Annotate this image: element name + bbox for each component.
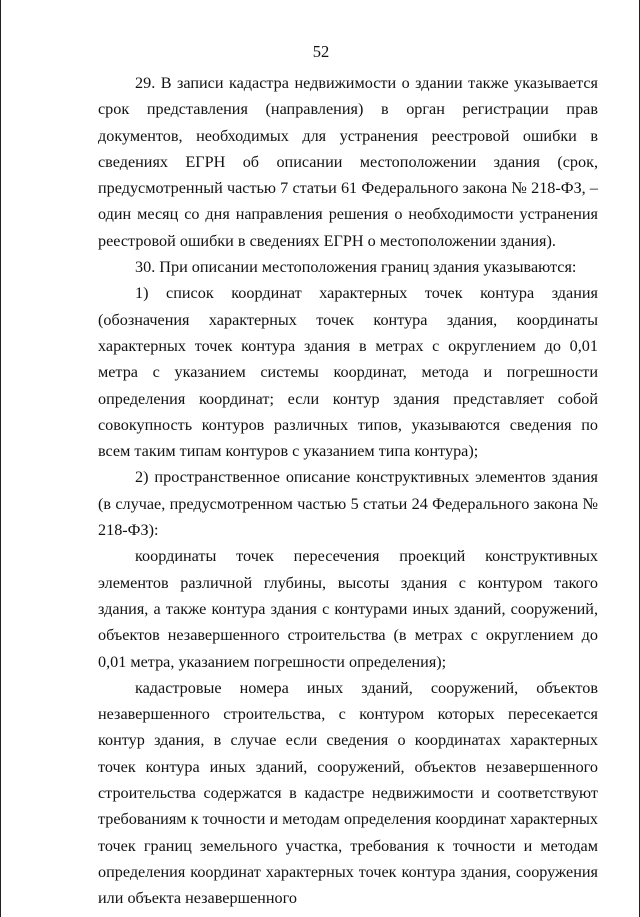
paragraph-item-1: 1) список координат характерных точек контура здания (обозначения характерных точек контура здания, координаты характерных точек контура здания в метрах с округлением до 0,01 метра с указанием системы координат, метода и погрешности определения координат; если контур здания представляет собой совокупность контуров различных типов, указываются сведения по всем таким типам контуров с указанием типа контура); (98, 284, 598, 461)
paragraph-item-2: 2) пространственное описание конструктивных элементов здания (в случае, предусмотренном частью 5 статьи 24 Федерального закона № 218-ФЗ): (98, 468, 598, 540)
document-body (98, 70, 598, 912)
page-number: 52 (312, 42, 330, 61)
paragraph-30: 30. При описании местоположения границ здания указываются: (135, 258, 577, 277)
paragraph-coordinates: координаты точек пересечения проекций конструктивных элементов различной глубины, высоты здания с контуром такого здания, а также контура здания с контурами иных зданий, сооружений, объектов незавершенного строительства (в метрах с округлением до 0,01 метра, указанием погрешности определения); (98, 547, 598, 671)
paragraph-cadastral-numbers: кадастровые номера иных зданий, сооружений, объектов незавершенного строительства, с контуром которых пересекается контур здания, в случае если сведения о координатах характерных точек контура иных зданий, сооружений, объектов незавершенного строительства содержатся в кадастре недвижимости и соответствуют требованиям к точности и методам определения координат характерных точек границ земельного участка, требования к точности и методам определения координат характерных точек контура здания, сооружения или объекта незавершенного (98, 678, 598, 908)
paragraph-29: 29. В записи кадастра недвижимости о здании также указывается срок представления (направления) в орган регистрации прав документов, необходимых для устранения реестровой ошибки в сведениях ЕГРН об описании местоположении здания (срок, предусмотренный частью 7 статьи 61 Федерального закона № 218-ФЗ, – один месяц со дня направления решения о необходимости устранения реестровой ошибки в сведениях ЕГРН о местоположении здания). (98, 74, 598, 250)
